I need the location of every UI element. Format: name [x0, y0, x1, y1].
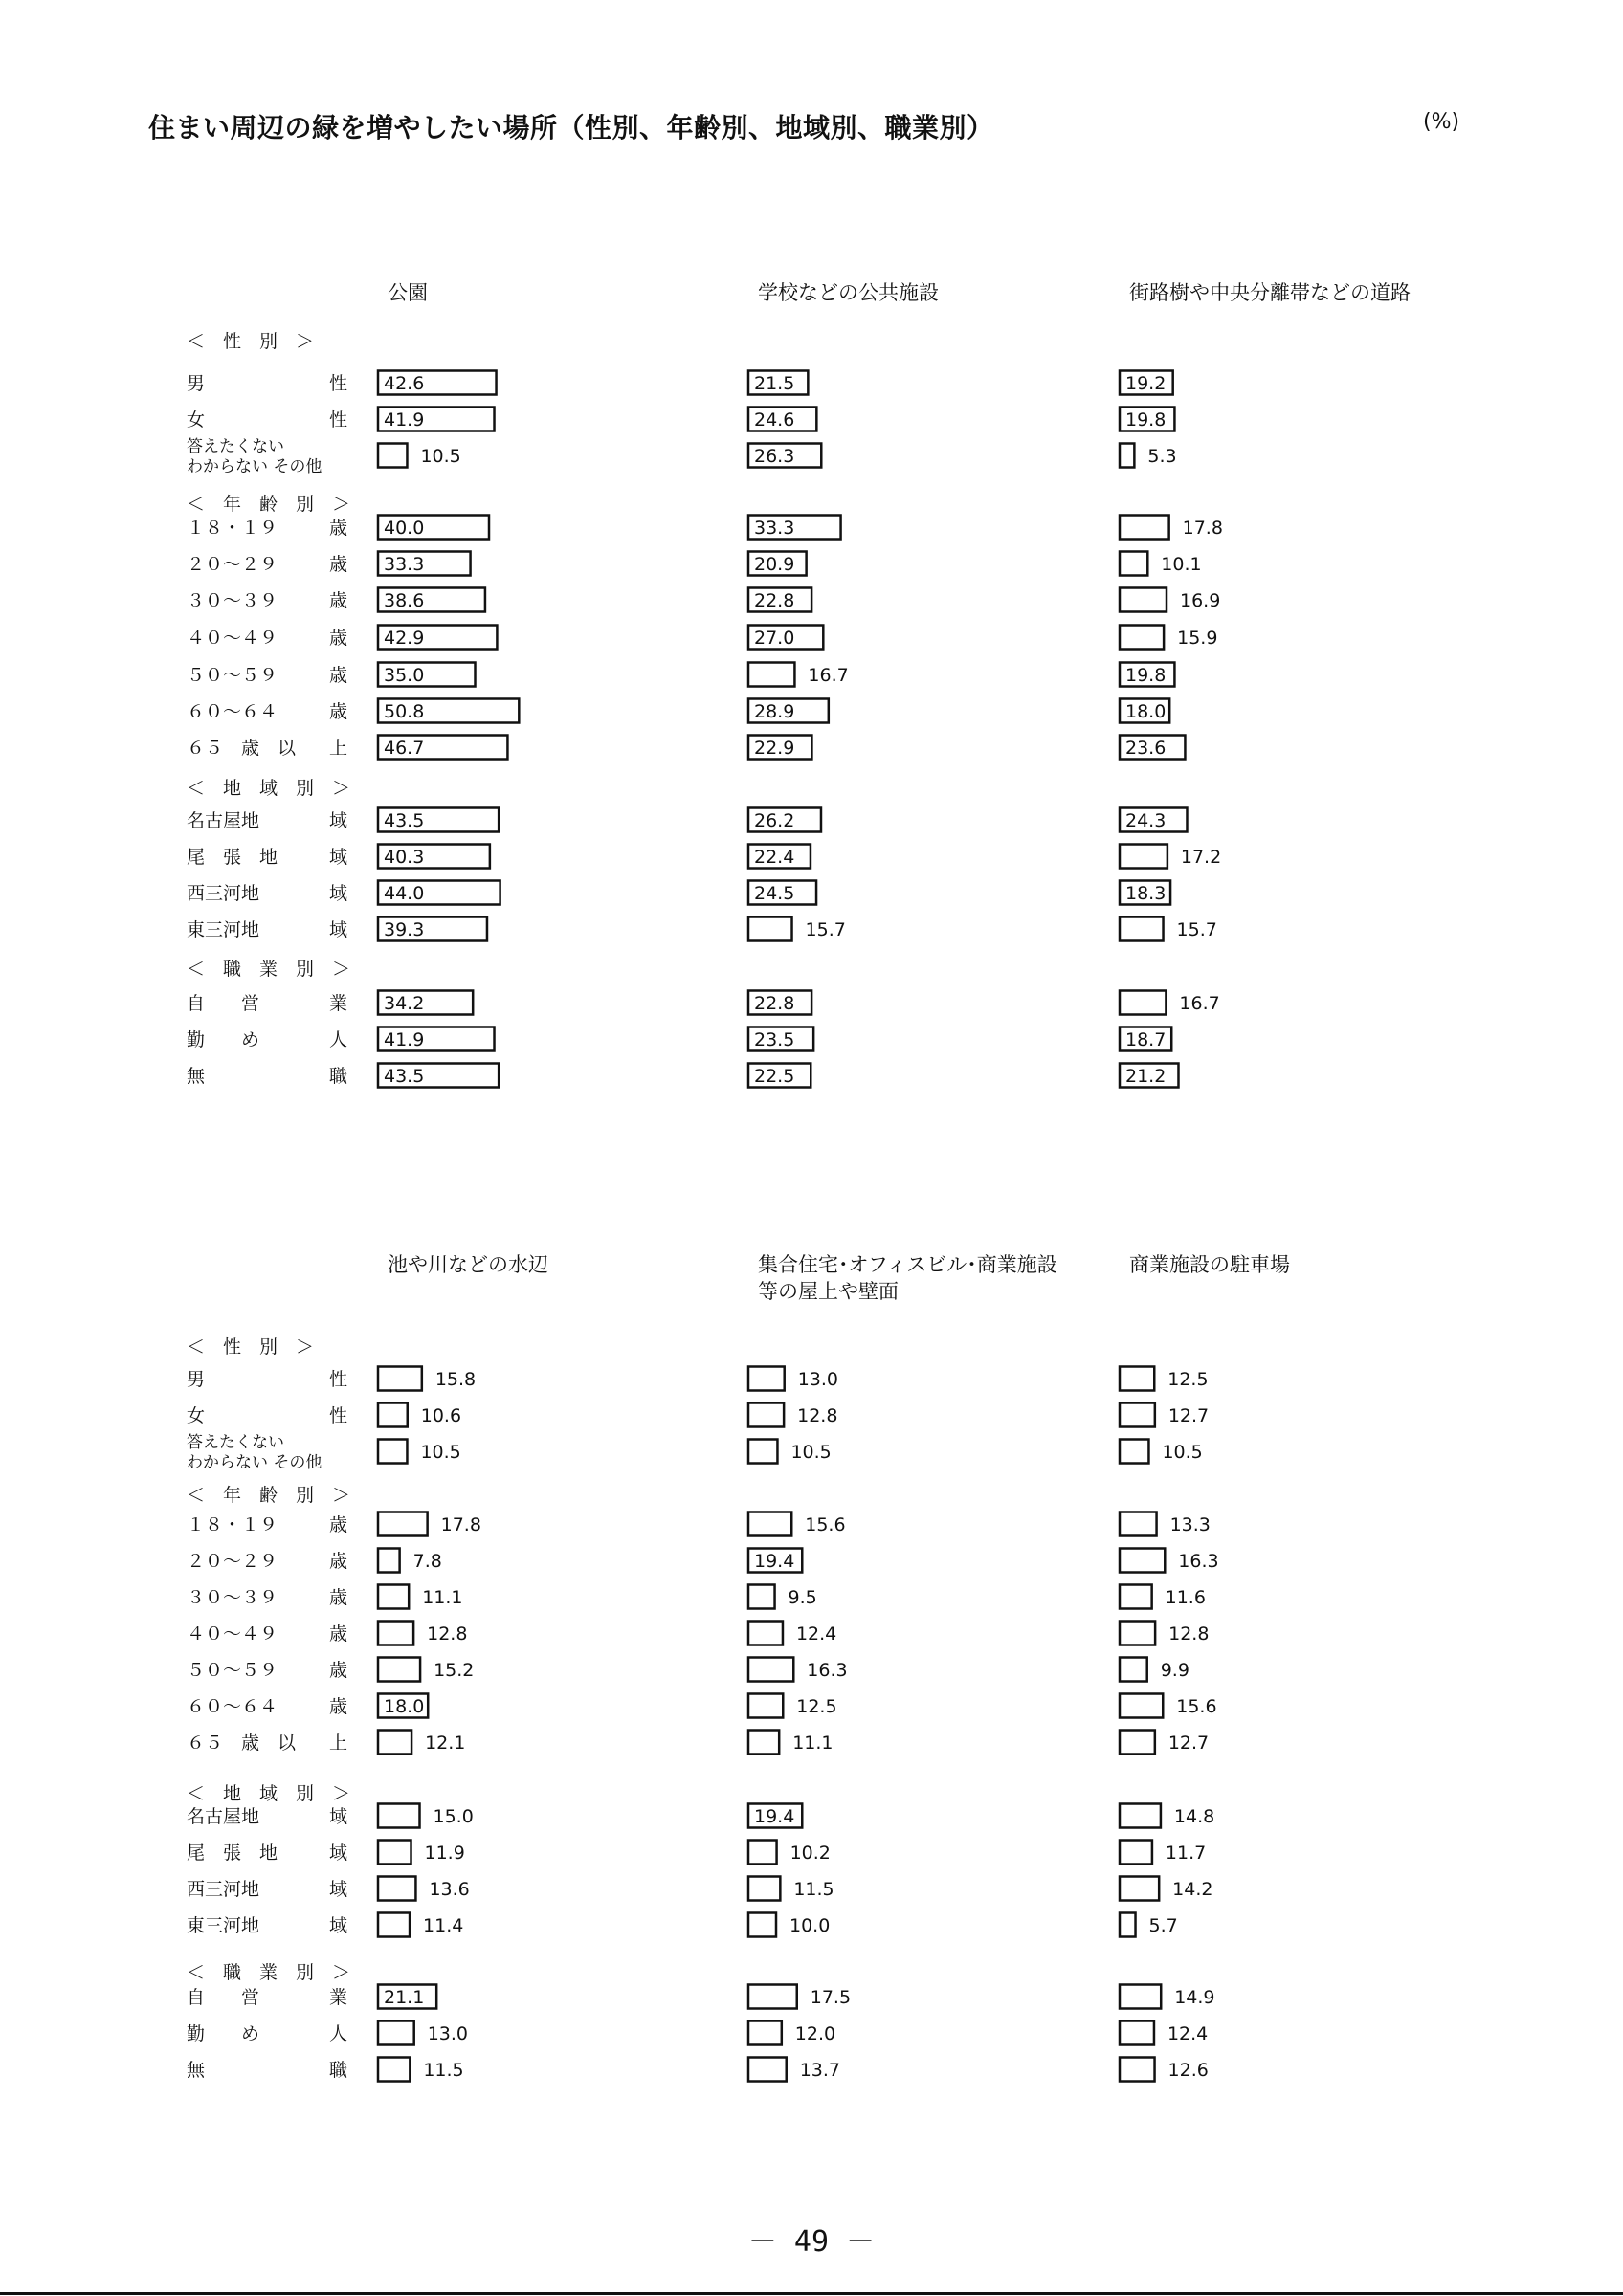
bar: [378, 2021, 414, 2045]
data-label: 10.5: [1162, 1442, 1203, 1463]
bar: [1120, 1658, 1147, 1682]
data-label: 7.8: [412, 1551, 442, 1572]
row-label: ３０～３９: [187, 590, 278, 611]
bar: [1120, 1804, 1161, 1828]
bar: [748, 1622, 783, 1645]
bar: [748, 1658, 793, 1682]
data-label: 5.7: [1148, 1915, 1178, 1936]
bar: [378, 1731, 411, 1755]
data-label: 22.8: [754, 993, 795, 1014]
row-label: 域: [328, 847, 347, 868]
data-label: 22.5: [754, 1066, 795, 1087]
bar: [378, 2058, 410, 2082]
data-label: 10.5: [790, 1442, 832, 1463]
data-label: 42.9: [384, 628, 425, 649]
data-label: 28.9: [754, 701, 795, 722]
data-label: 26.3: [754, 446, 795, 467]
bar: [1120, 1440, 1148, 1464]
row-label: 歳: [328, 665, 347, 686]
data-label: 10.2: [789, 1843, 831, 1864]
bar: [748, 1585, 775, 1609]
bar: [1120, 1367, 1154, 1391]
bar: [1120, 1985, 1161, 2009]
row-label: ５０～５９: [187, 665, 278, 686]
data-label: 26.2: [754, 810, 795, 831]
bar: [748, 1877, 780, 1901]
bar: [1120, 1694, 1163, 1718]
panel-title: 集合住宅･オフィスビル･商業施設: [758, 1253, 1057, 1276]
row-label: 東三河地: [187, 919, 260, 940]
bar: [378, 1841, 411, 1865]
row-label: わからない その他: [187, 457, 322, 476]
row-label: 無: [187, 1066, 206, 1087]
row-label: １８・１９: [187, 518, 278, 539]
bar: [748, 1694, 783, 1718]
data-label: 11.1: [792, 1733, 834, 1754]
bar: [378, 1804, 420, 1828]
bar: [1120, 1549, 1165, 1573]
row-label: 男: [187, 373, 206, 394]
row-label: 性: [328, 1405, 347, 1426]
data-label: 27.0: [754, 628, 795, 649]
group-header: ＜ 職 業 別 ＞: [187, 959, 351, 980]
bar: [748, 2058, 787, 2082]
data-label: 9.5: [788, 1587, 817, 1608]
row-label: 尾 張 地: [187, 1843, 278, 1864]
data-label: 41.9: [384, 409, 425, 430]
row-label: 勤 め: [187, 1029, 260, 1050]
data-label: 16.9: [1180, 590, 1221, 611]
row-label: 域: [328, 1915, 347, 1936]
bar: [1120, 991, 1166, 1015]
data-label: 10.0: [789, 1915, 831, 1936]
bar: [1120, 516, 1169, 540]
data-label: 21.5: [754, 373, 795, 394]
row-label: ４０～４９: [187, 1623, 278, 1645]
bar: [748, 1841, 777, 1865]
group-header: ＜ 地 域 別 ＞: [187, 1783, 351, 1804]
row-label: 歳: [328, 701, 347, 722]
row-label: ２０～２９: [187, 1551, 278, 1572]
data-label: 18.3: [1125, 883, 1167, 904]
data-label: 12.4: [795, 1623, 837, 1645]
data-label: 22.8: [754, 590, 795, 611]
bar: [1120, 2021, 1154, 2045]
data-label: 15.6: [1176, 1696, 1217, 1717]
row-label: 人: [328, 2023, 347, 2044]
row-label: わからない その他: [187, 1453, 322, 1472]
panel-title: 池や川などの水辺: [388, 1253, 548, 1276]
row-label: 歳: [328, 1587, 347, 1608]
data-label: 23.5: [754, 1029, 795, 1050]
row-label: 歳: [328, 1514, 347, 1535]
data-label: 33.3: [754, 518, 795, 539]
row-label: 答えたくない: [187, 1433, 284, 1452]
bar: [1120, 1512, 1157, 1536]
page-title: 住まい周辺の緑を増やしたい場所（性別、年齢別、地域別、職業別）: [148, 112, 994, 144]
data-label: 12.7: [1167, 1405, 1210, 1426]
data-label: 11.5: [423, 2060, 464, 2081]
data-label: 10.5: [420, 1442, 461, 1463]
panel-title: 街路樹や中央分離帯などの道路: [1129, 281, 1411, 304]
data-label: 19.2: [1125, 373, 1167, 394]
data-label: 21.2: [1125, 1066, 1167, 1087]
row-label: 歳: [328, 1623, 347, 1645]
data-label: 19.8: [1125, 409, 1167, 430]
bar: [1120, 1913, 1136, 1937]
bar: [378, 1877, 415, 1901]
data-label: 15.7: [1176, 919, 1217, 940]
data-label: 11.5: [793, 1879, 834, 1900]
row-label: 業: [328, 993, 347, 1014]
row-label: 答えたくない: [187, 437, 284, 456]
row-label: 職: [328, 1066, 347, 1087]
data-label: 16.3: [1178, 1551, 1219, 1572]
group-header: ＜ 地 域 別 ＞: [187, 778, 351, 799]
row-label: 歳: [328, 554, 347, 575]
row-label: 域: [328, 810, 347, 831]
data-label: 10.5: [420, 446, 461, 467]
row-label: ２０～２９: [187, 554, 278, 575]
bar: [1120, 917, 1164, 941]
row-label: 名古屋地: [187, 1806, 260, 1827]
data-label: 14.8: [1173, 1806, 1215, 1827]
data-label: 15.8: [434, 1369, 477, 1390]
row-label: 域: [328, 1843, 347, 1864]
row-label: ６０～６４: [187, 701, 278, 722]
data-label: 11.1: [422, 1587, 463, 1608]
bar: [1120, 1403, 1155, 1427]
data-label: 44.0: [384, 883, 425, 904]
data-label: 12.8: [1168, 1623, 1210, 1645]
bar: [748, 1440, 777, 1464]
data-label: 16.3: [807, 1660, 848, 1681]
data-label: 15.9: [1177, 628, 1218, 649]
data-label: 40.3: [384, 847, 425, 868]
bar: [378, 1913, 410, 1937]
panel-title: 等の屋上や壁面: [758, 1280, 899, 1303]
data-label: 13.0: [797, 1369, 839, 1390]
data-label: 17.2: [1180, 847, 1222, 868]
bar: [1120, 444, 1134, 468]
data-label: 18.0: [1125, 701, 1167, 722]
data-label: 15.0: [433, 1806, 474, 1827]
row-label: ３０～３９: [187, 1587, 278, 1608]
row-label: 上: [328, 1733, 347, 1754]
row-label: 西三河地: [187, 1879, 260, 1900]
data-label: 5.3: [1147, 446, 1177, 467]
row-label: 性: [328, 373, 347, 394]
row-label: 歳: [328, 518, 347, 539]
bar: [1120, 1841, 1152, 1865]
bar: [1120, 1585, 1152, 1609]
data-label: 10.6: [420, 1405, 462, 1426]
row-label: ６０～６４: [187, 1696, 278, 1717]
data-label: 18.0: [384, 1696, 425, 1717]
data-label: 12.4: [1167, 2023, 1209, 2044]
group-header: ＜ 性 別 ＞: [187, 1336, 315, 1358]
row-label: ６５ 歳 以: [187, 738, 297, 759]
group-header: ＜ 年 齢 別 ＞: [187, 494, 351, 515]
bar: [748, 1985, 797, 2009]
row-label: 無: [187, 2060, 206, 2081]
row-label: 上: [328, 738, 347, 759]
bar: [1120, 626, 1164, 650]
bar: [748, 1367, 785, 1391]
data-label: 13.0: [427, 2023, 469, 2044]
bar: [378, 1549, 400, 1573]
row-label: ５０～５９: [187, 1660, 278, 1681]
data-label: 17.8: [440, 1514, 481, 1535]
data-label: 19.4: [754, 1551, 795, 1572]
bar: [378, 1658, 420, 1682]
data-label: 24.6: [754, 409, 795, 430]
row-label: 東三河地: [187, 1915, 260, 1936]
data-label: 34.2: [384, 993, 425, 1014]
row-label: 女: [187, 409, 206, 430]
data-label: 15.2: [434, 1660, 475, 1681]
panel-title: 学校などの公共施設: [758, 281, 939, 304]
bar: [1120, 1877, 1159, 1901]
data-label: 38.6: [384, 590, 425, 611]
row-label: 男: [187, 1369, 206, 1390]
row-label: 域: [328, 1879, 347, 1900]
data-label: 14.9: [1174, 1987, 1215, 2008]
data-label: 43.5: [384, 810, 425, 831]
row-label: 尾 張 地: [187, 847, 278, 868]
data-label: 40.0: [384, 518, 425, 539]
bar: [748, 663, 794, 687]
bar: [378, 1512, 428, 1536]
row-label: 自 営: [187, 1987, 260, 2008]
group-header: ＜ 性 別 ＞: [187, 331, 315, 352]
row-label: 西三河地: [187, 883, 260, 904]
data-label: 12.5: [1167, 1369, 1209, 1390]
bar: [748, 1512, 791, 1536]
data-label: 11.6: [1165, 1587, 1206, 1608]
data-label: 12.8: [797, 1405, 838, 1426]
bar: [378, 1622, 413, 1645]
row-label: 名古屋地: [187, 810, 260, 831]
data-label: 12.1: [425, 1733, 466, 1754]
data-label: 46.7: [384, 738, 425, 759]
data-label: 13.7: [799, 2060, 841, 2081]
data-label: 19.8: [1125, 665, 1167, 686]
row-label: 職: [328, 2060, 347, 2081]
data-label: 12.8: [427, 1623, 468, 1645]
bar: [1120, 2058, 1155, 2082]
row-label: 歳: [328, 1660, 347, 1681]
bar: [1120, 845, 1167, 869]
data-label: 12.6: [1167, 2060, 1209, 2081]
panel-title: 商業施設の駐車場: [1129, 1253, 1290, 1276]
row-label: ４０～４９: [187, 628, 278, 649]
data-label: 23.6: [1125, 738, 1167, 759]
data-label: 11.9: [424, 1843, 465, 1864]
bar: [1120, 588, 1167, 612]
row-label: 人: [328, 1029, 347, 1050]
data-label: 24.5: [754, 883, 795, 904]
data-label: 16.7: [808, 665, 849, 686]
bar: [1120, 1622, 1155, 1645]
row-label: 性: [328, 409, 347, 430]
data-label: 17.5: [810, 1987, 852, 2008]
bar: [378, 444, 407, 468]
row-label: 域: [328, 1806, 347, 1827]
row-label: ６５ 歳 以: [187, 1733, 297, 1754]
data-label: 12.0: [794, 2023, 836, 2044]
data-label: 11.4: [423, 1915, 464, 1936]
data-label: 20.9: [754, 554, 795, 575]
data-label: 19.4: [754, 1806, 795, 1827]
bar: [748, 1731, 779, 1755]
bar: [748, 1913, 776, 1937]
bar: [378, 1440, 407, 1464]
data-label: 15.7: [805, 919, 846, 940]
data-label: 21.1: [384, 1987, 425, 2008]
data-label: 50.8: [384, 701, 425, 722]
row-label: 自 営: [187, 993, 260, 1014]
row-label: 歳: [328, 628, 347, 649]
data-label: 43.5: [384, 1066, 425, 1087]
bar: [1120, 552, 1147, 576]
bar: [748, 1403, 784, 1427]
data-label: 39.3: [384, 919, 425, 940]
bar: [748, 917, 792, 941]
bottom-rule: [0, 2292, 1623, 2295]
row-label: 歳: [328, 590, 347, 611]
data-label: 10.1: [1161, 554, 1202, 575]
data-label: 22.4: [754, 847, 795, 868]
bar: [748, 2021, 782, 2045]
bar: [378, 1585, 409, 1609]
data-label: 16.7: [1179, 993, 1220, 1014]
data-label: 18.7: [1125, 1029, 1167, 1050]
data-label: 13.6: [429, 1879, 470, 1900]
data-label: 15.6: [805, 1514, 846, 1535]
group-header: ＜ 年 齢 別 ＞: [187, 1485, 351, 1506]
data-label: 11.7: [1165, 1843, 1207, 1864]
row-label: 業: [328, 1987, 347, 2008]
row-label: 域: [328, 883, 347, 904]
bar: [1120, 1731, 1155, 1755]
unit-label: (%): [1423, 110, 1460, 134]
data-label: 12.5: [796, 1696, 837, 1717]
data-label: 35.0: [384, 665, 425, 686]
data-label: 42.6: [384, 373, 425, 394]
data-label: 24.3: [1125, 810, 1167, 831]
data-label: 22.9: [754, 738, 795, 759]
panel-title: 公園: [388, 281, 428, 304]
row-label: 歳: [328, 1551, 347, 1572]
row-label: 女: [187, 1405, 206, 1426]
row-label: １８・１９: [187, 1514, 278, 1535]
row-label: 勤 め: [187, 2023, 260, 2044]
data-label: 12.7: [1167, 1733, 1210, 1754]
data-label: 9.9: [1160, 1660, 1189, 1681]
bar: [378, 1403, 408, 1427]
row-label: 性: [328, 1369, 347, 1390]
group-header: ＜ 職 業 別 ＞: [187, 1962, 351, 1983]
row-label: 歳: [328, 1696, 347, 1717]
data-label: 33.3: [384, 554, 425, 575]
data-label: 17.8: [1182, 518, 1223, 539]
row-label: 域: [328, 919, 347, 940]
data-label: 13.3: [1169, 1514, 1211, 1535]
page-number: － 49 －: [747, 2225, 876, 2259]
bar: [378, 1367, 422, 1391]
data-label: 41.9: [384, 1029, 425, 1050]
data-label: 14.2: [1172, 1879, 1213, 1900]
